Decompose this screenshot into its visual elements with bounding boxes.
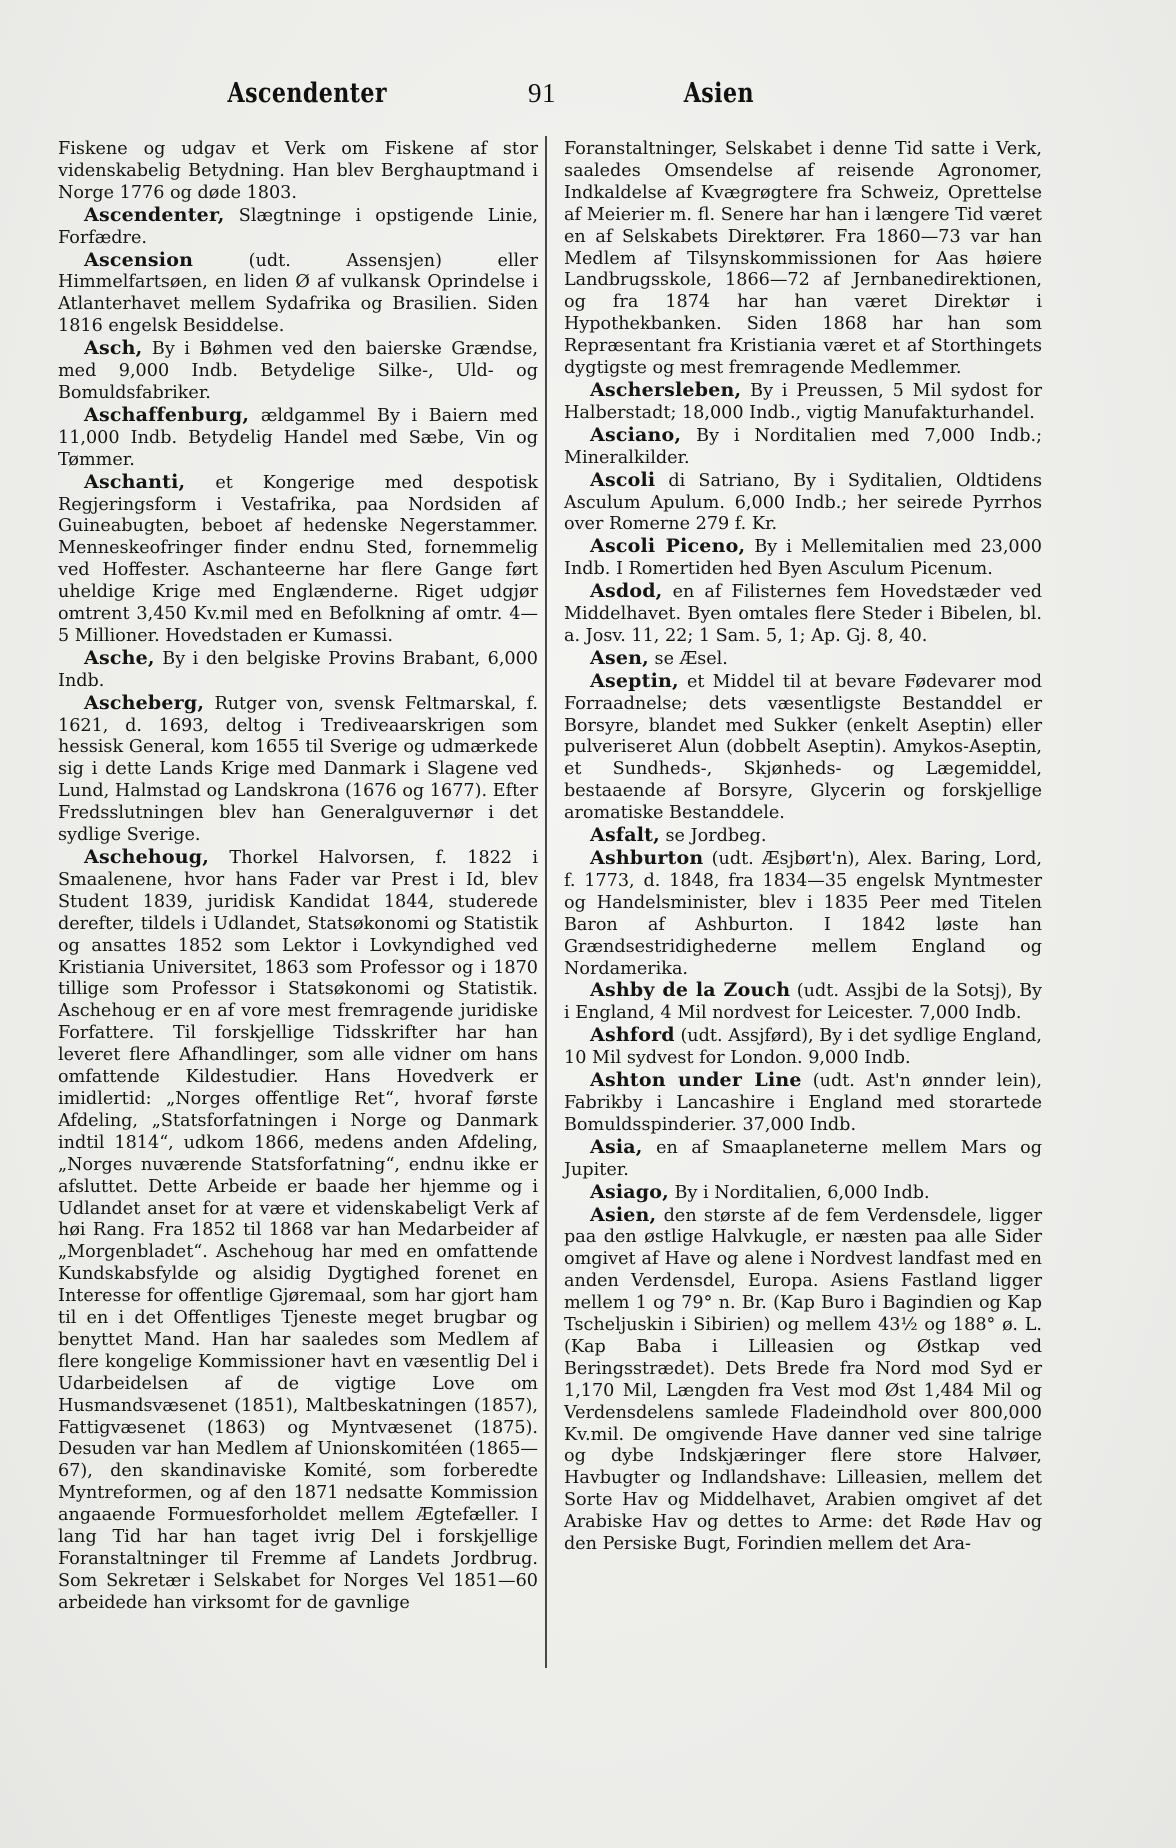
dictionary-entry (58, 648, 538, 693)
entry-text: Fiskene og udgav et Verk om Fiskene af stor videnskabelig Betydning. Han blev Berghauptmand i Norge 1776 og døde 1803. (58, 139, 538, 203)
dictionary-entry (564, 470, 1042, 537)
dictionary-entry (58, 250, 538, 339)
dictionary-entry (564, 825, 1042, 848)
running-head-first-entry: Ascendenter (227, 78, 387, 109)
dictionary-entry (564, 1205, 1042, 1557)
entry-headword: Ashburton (590, 847, 704, 869)
entry-headword: Asen, (590, 646, 649, 669)
entry-text: Thorkel Halvorsen, f. 1822 i Smaalenene, hvor hans Fader var Prest i Id, blev Student 1839, juridisk Kandidat 1844, studerede derefter, tildels i Udlandet, Statsøkonomi og Statistik og ansattes 1852 som Lektor i Lovkyndighed ved Kristiania Universitet, 1863 som Professor og i 1870 tillige som Professor i Statsøkonomi og Statistik. Aschehoug er en af vore mest fremragende juridiske Forfattere. Til forskjellige Tidsskrifter har han leveret flere Afhandlinger, som alle vidner om hans omfattende Kildestudier. Hans Hovedverk er imidlertid: „Norges offentlige Ret“, hvoraf første Afdeling, „Statsforfatningen i Norge og Danmark indtil 1814“, udkom 1866, medens anden Afdeling, „Norges nuværende Statsforfatning“, endnu ikke er afsluttet. Dette Arbeide er baade her hjemme og i Udlandet anset for at være et videnskabeligt Verk af høi Rang. Fra 1852 til 1868 var han Medarbeider af „Morgenbladet“. Aschehoug har med en omfattende Kundskabsfylde og alsidig Dygtighed forenet en Interesse for offentlige Gjøremaal, som har gjort ham til en i det Offentliges Tjeneste meget brugbar og benyttet Mand. Han har saaledes som Medlem af flere kongelige Kommissioner havt en væsentlig Del i Udarbeidelsen af de vigtige Love om Husmandsvæsenet (1851), Maltbeskatningen (1857), Fattigvæsenet (1863) og Myntvæsenet (1875). Desuden var han Medlem af Unionskomitéen (1865—67), den skandinaviske Komité, som forberedte Myntreformen, og af den 1871 nedsatte Kommission angaaende Formuesforholdet mellem Ægtefæller. I lang Tid har han taget ivrig Del i forskjellige Foranstaltninger til Fremme af Landets Jordbrug. Som Sekretær i Selskabet for Norges Vel 1851—60 arbeidede han virksomt for de gavnlige (58, 848, 538, 1613)
entry-text: By i Norditalien med 7,000 Indb.; Mineralkilder. (564, 425, 1042, 468)
entry-headword: Aseptin, (590, 669, 679, 692)
dictionary-entry (564, 1182, 1042, 1205)
entry-headword: Aschaffenburg, (84, 403, 250, 426)
entry-text: By i Mellemitalien med 23,000 Indb. I Romertiden hed Byen Asculum Picenum. (564, 537, 1042, 580)
entry-text: se Æsel. (648, 648, 728, 669)
entry-text: Slægtninge i opstigende Linie, Forfædre. (58, 205, 538, 248)
entry-headword: Asia, (590, 1135, 643, 1158)
entry-text: (udt. Assjbi de la Sotsj), By i England, 4 Mil nordvest for Leicester. 7,000 Indb. (564, 981, 1042, 1024)
entry-headword: Aschehoug, (84, 846, 210, 868)
entry-text: se Jordbeg. (659, 826, 767, 847)
entry-text: et Middel til at bevare Fødevarer mod Forraadnelse; dets væsentligste Bestanddel er Borsyre, blandet med Sukker (enkelt Aseptin) eller pulveriseret Alun (dobbelt Aseptin). Amykos-Aseptin, et Sundheds-, Skjønheds- og Lægemiddel, bestaaende af Borsyre, Glycerin og forskjellige aromatiske Bestanddele. (564, 671, 1042, 824)
dictionary-entry (564, 671, 1042, 825)
dictionary-entry (58, 472, 538, 648)
entry-headword: Ascension (84, 248, 194, 271)
entry-headword: Asiago, (590, 1180, 669, 1203)
entry-text: (udt. Assjførd), By i det sydlige England, 10 Mil sydvest for London. 9,000 Indb. (564, 1026, 1042, 1069)
entry-headword: Aschanti, (84, 470, 186, 493)
dictionary-entry (58, 405, 538, 472)
dictionary-entry (564, 1070, 1042, 1137)
dictionary-entry (564, 425, 1042, 470)
entry-headword: Ashford (590, 1024, 675, 1047)
dictionary-entry (564, 980, 1042, 1025)
running-head (0, 78, 1176, 118)
entry-headword: Ascoli Piceno, (590, 535, 746, 558)
entry-text: (udt. Æsjbørt'n), Alex. Baring, Lord, f. 1773, d. 1848, fra 1834—35 engelsk Myntmester og Handelsminister, blev i 1835 Peer med Titelen Baron af Ashburton. I 1842 løste han Grændsestridighederne mellem England og Nordamerika. (564, 849, 1042, 979)
dictionary-entry (564, 536, 1042, 581)
entry-headword: Ascheberg, (84, 691, 205, 714)
dictionary-entry (58, 338, 538, 405)
entry-headword: Ashby de la Zouch (590, 979, 791, 1002)
dictionary-entry (564, 648, 1042, 671)
entry-text: By i Bøhmen ved den baierske Grændse, med 9,000 Indb. Betydelige Silke-, Uld- og Bomuldsfabriker. (58, 339, 538, 403)
column-divider (545, 136, 547, 1668)
entry-headword: Asfalt, (590, 824, 660, 847)
page-number: 91 (528, 78, 556, 108)
entry-text: en af Smaaplaneterne mellem Mars og Jupiter. (564, 1137, 1042, 1180)
entry-text: et Kongerige med despotisk Regjeringsform i Vestafrika, paa Nordsiden af Guineabugten, beboet af hedenske Negerstammer. Menneskeofringer finder endnu Sted, fornemmelig ved Hoffester. Aschanteerne har flere Gange ført uheldige Krige med Englænderne. Riget udgjør omtrent 3,450 Kv.mil med en Befolkning af omtr. 4—5 Millioner. Hovedstaden er Kumassi. (58, 472, 538, 646)
dictionary-entry (58, 847, 538, 1615)
dictionary-entry (564, 138, 1042, 380)
entry-headword: Ascoli (590, 468, 656, 491)
entry-text: Rutger von, svensk Feltmarskal, f. 1621, d. 1693, deltog i Trediveaarskrigen som hessisk General, kom 1655 til Sverige og udmærkede sig i dette Lands Krige med Danmark i Slagene ved Lund, Halmstad og Landskrona (1676 og 1677). Efter Fredsslutningen blev han Generalguvernør i det sydlige Sverige. (58, 693, 538, 846)
dictionary-entry (564, 1137, 1042, 1182)
entry-headword: Asche, (84, 646, 155, 669)
entry-text: ældgammel By i Baiern med 11,000 Indb. Betydelig Handel med Sæbe, Vin og Tømmer. (58, 405, 538, 470)
running-head-last-entry: Asien (683, 78, 755, 109)
entry-headword: Ascendenter, (84, 203, 225, 226)
entry-text: By i Preussen, 5 Mil sydost for Halberstadt; 18,000 Indb., vigtig Manufakturhandel. (564, 380, 1042, 423)
dictionary-entry (58, 693, 538, 847)
dictionary-entry (58, 138, 538, 205)
entry-text: den største af de fem Verdensdele, ligger paa den østlige Halvkugle, er næsten paa alle Sider omgivet af Have og alene i Nordvest landfast med en anden Verdensdel, Europa. Asiens Fastland ligger mellem 1 og 79° n. Br. (Kap Buro i Bagindien og Kap Tscheljuskin i Sibirien) og mellem 43½ og 188° ø. L. (Kap Baba i Lilleasien og Østkap ved Beringsstrædet). Dets Brede fra Nord mod Syd er 1,170 Mil, Længden fra Vest mod Øst 1,484 Mil og Verdensdelens samlede Fladeindhold over 800,000 Kv.mil. De omgivende Have danner ved sine talrige og dybe Indskjæringer flere store Halvøer, Havbugter og Indlandshave: Lilleasien, mellem det Sorte Hav og Middelhavet, Arabien omgivet af det Arabiske Hav og dettes to Arme: det Røde Hav og den Persiske Bugt, Forindien mellem det Ara- (564, 1205, 1042, 1555)
entry-headword: Aschersleben, (590, 378, 742, 401)
entry-text: By i Norditalien, 6,000 Indb. (668, 1182, 930, 1203)
dictionary-entry (564, 848, 1042, 980)
entry-text: (udt. Ast'n ønnder lein), Fabrikby i Lancashire i England med storartede Bomuldsspinderier. 37,000 Indb. (564, 1071, 1042, 1135)
dictionary-entry (564, 1025, 1042, 1070)
entry-text: di Satriano, By i Syditalien, Oldtidens Asculum Apulum. 6,000 Indb.; her seirede Pyrrhos over Romerne 279 f. Kr. (564, 470, 1042, 535)
entry-text: Foranstaltninger, Selskabet i denne Tid satte i Verk, saaledes Omsendelse af reisende Agronomer, Indkaldelse af Kvægrøgtere fra Schweiz, Oprettelse af Meierier m. fl. Senere har han i længere Tid været en af Selskabets Direktører. Fra 1860—73 var han Medlem af Tilsynskommissionen for Aas høiere Landbrugsskole, 1866—72 af Jernbanedirektionen, og fra 1874 har han været Direktør i Hypothekbanken. Siden 1868 har han som Repræsentant fra Kristiania været et af Storthingets dygtigste og mest fremragende Medlemmer. (564, 139, 1042, 379)
entry-headword: Asdod, (590, 580, 663, 603)
entry-text: By i den belgiske Provins Brabant, 6,000 Indb. (58, 648, 538, 691)
entry-headword: Asien, (590, 1203, 657, 1226)
left-column (58, 138, 538, 1615)
dictionary-entry (564, 380, 1042, 425)
entry-headword: Asciano, (590, 423, 682, 446)
entry-text: (udt. Assensjen) eller Himmelfartsøen, en liden Ø af vulkansk Oprindelse i Atlanterhavet mellem Sydafrika og Brasilien. Siden 1816 engelsk Besiddelse. (58, 250, 538, 337)
entry-headword: Ashton under Line (590, 1069, 802, 1092)
entry-text: en af Filisternes fem Hovedstæder ved Middelhavet. Byen omtales flere Steder i Bibelen, bl. a. Josv. 11, 22; 1 Sam. 5, 1; Ap. Gj. 8, 40. (564, 582, 1042, 646)
dictionary-entry (564, 581, 1042, 648)
entry-headword: Asch, (84, 337, 143, 360)
dictionary-entry (58, 205, 538, 250)
right-column (564, 138, 1042, 1556)
